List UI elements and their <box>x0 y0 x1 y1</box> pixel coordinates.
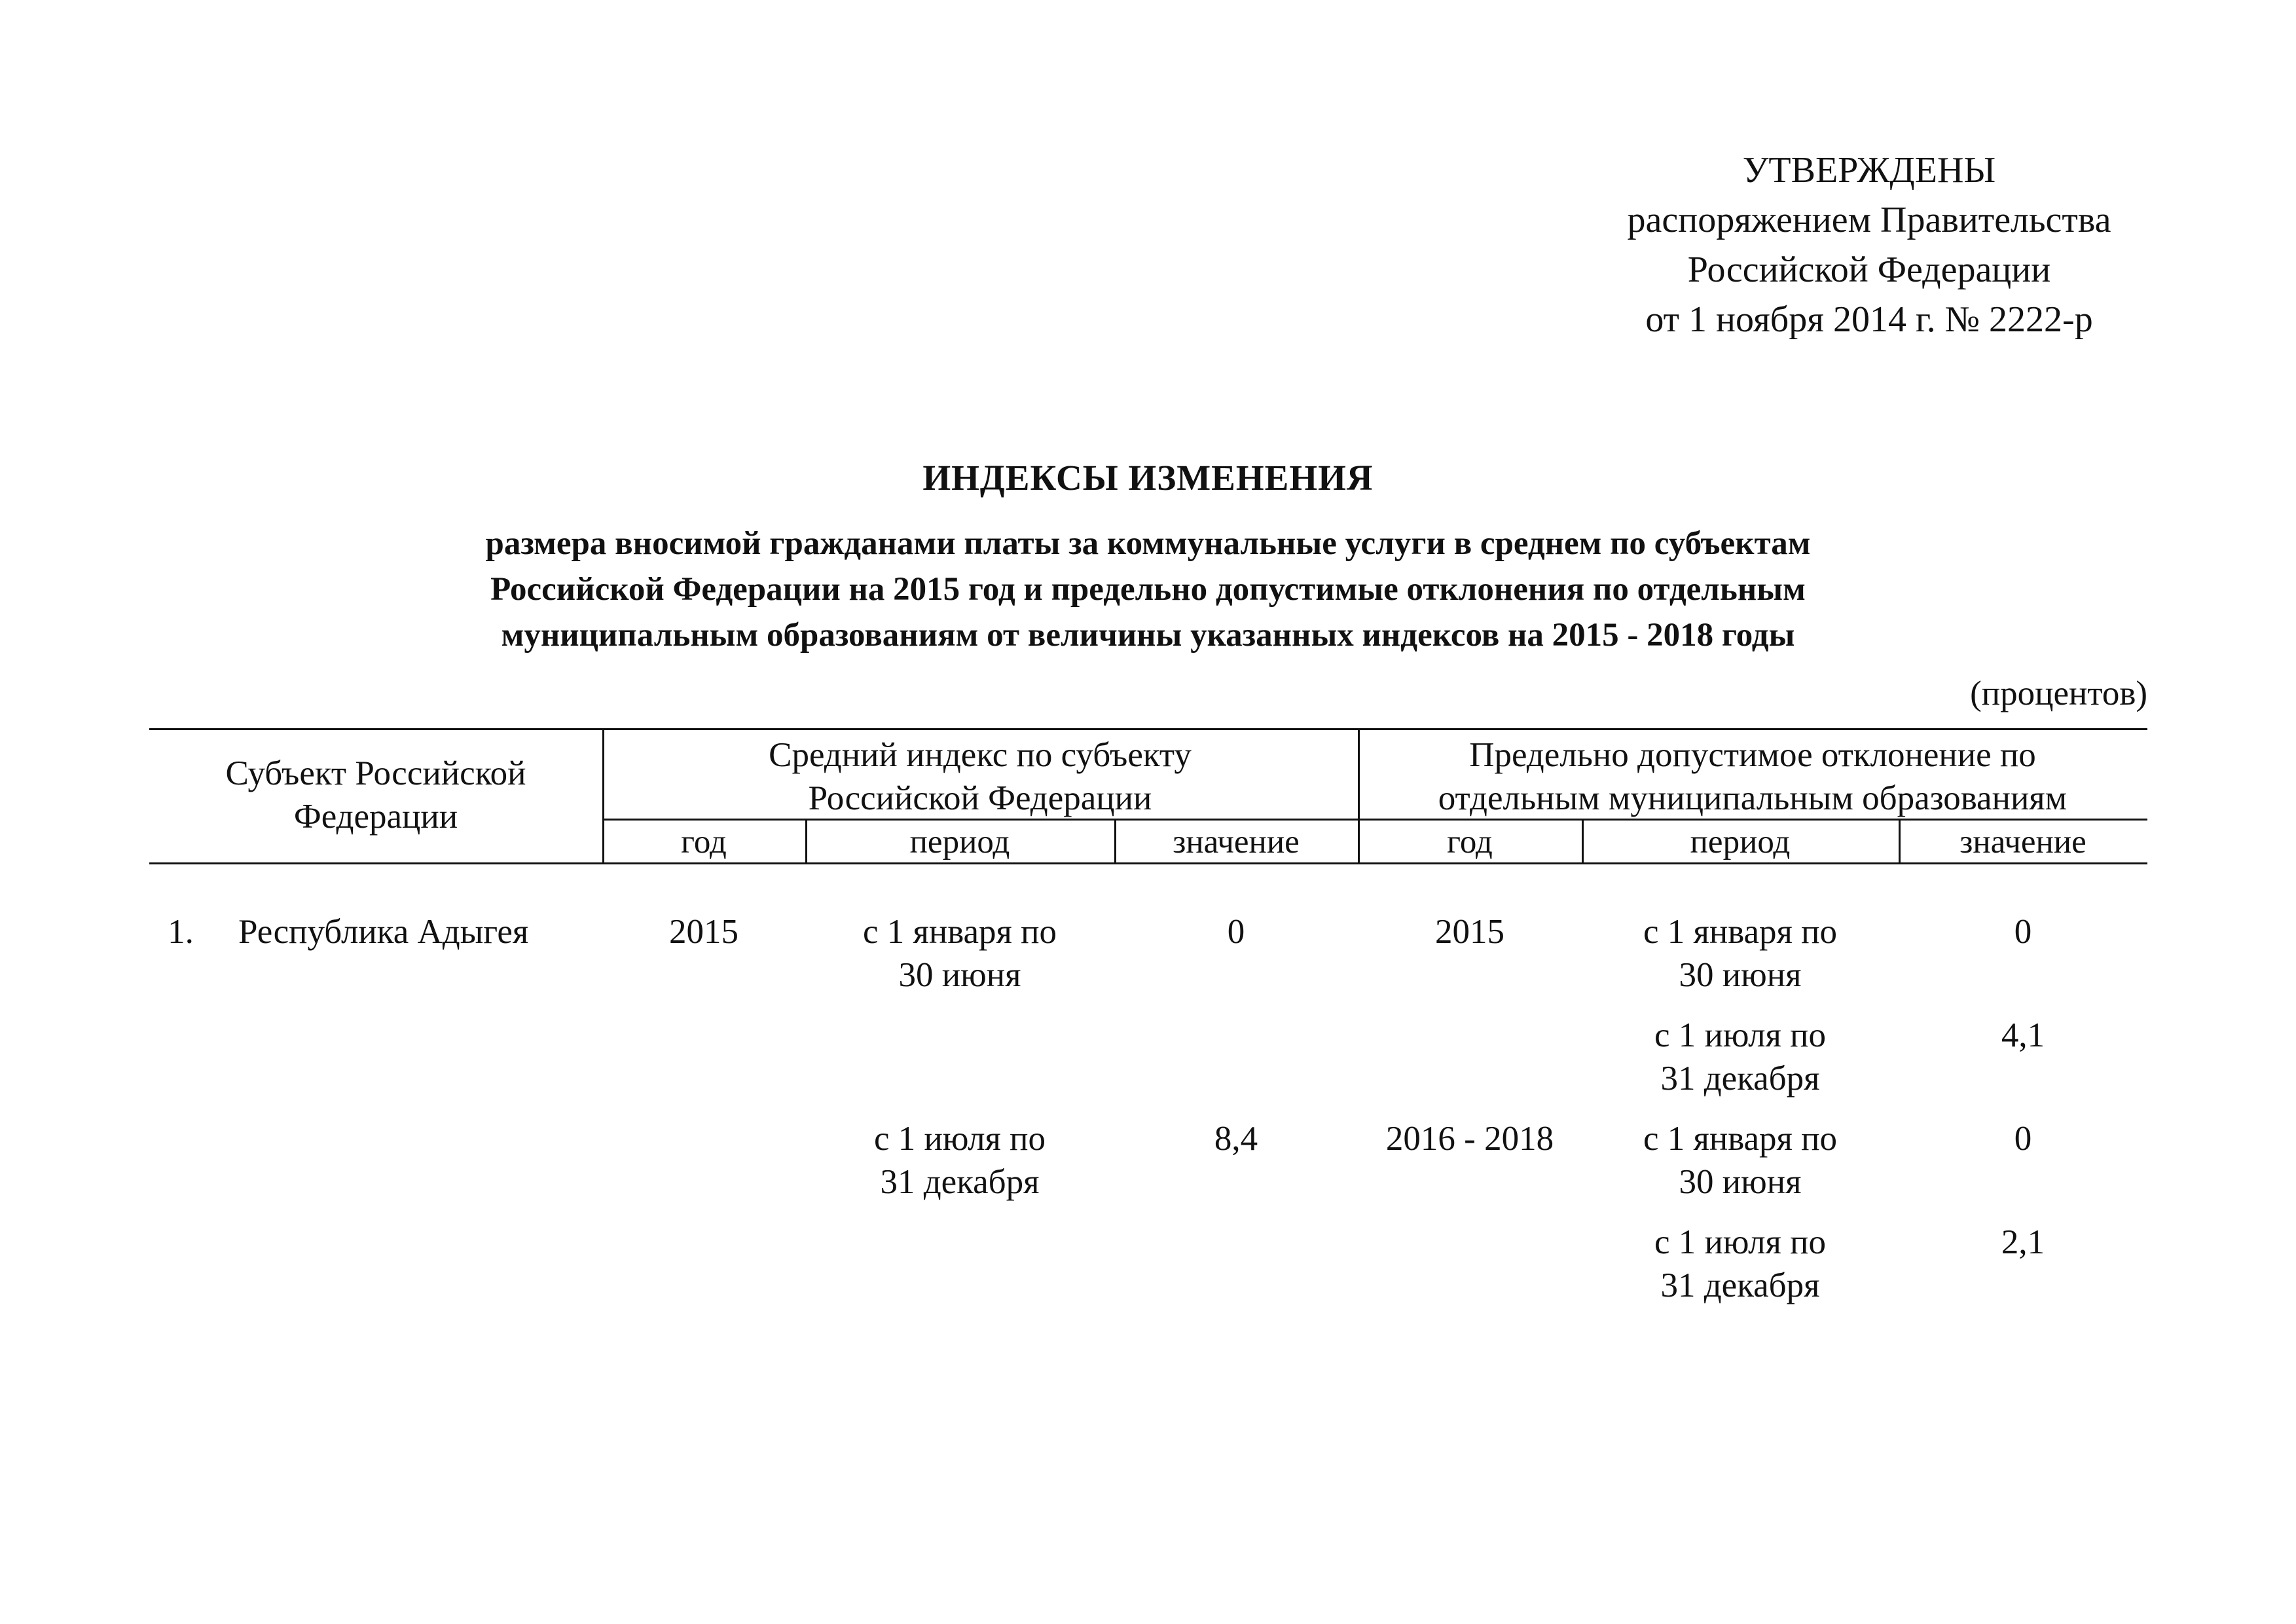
header-deviation <box>1358 733 2147 820</box>
period-line: с 1 июля по <box>873 1120 1046 1158</box>
header-deviation-line: отдельным муниципальным образованиям <box>1438 779 2068 817</box>
approval-block <box>1519 145 2219 344</box>
table-header-bottom-rule <box>149 862 2147 864</box>
approval-date-number: от 1 ноября 2014 г. № 2222-р <box>1645 299 2093 340</box>
period-line: с 1 января по <box>862 913 1057 951</box>
header-average-index <box>602 733 1358 820</box>
document-subtitle <box>0 521 2296 658</box>
subheader-year: год <box>681 824 727 860</box>
dev-value: 2,1 <box>2001 1223 2045 1261</box>
period-line: с 1 января по <box>1643 913 1838 951</box>
dev-value: 4,1 <box>2001 1016 2045 1054</box>
avg-value: 8,4 <box>1214 1120 1258 1158</box>
period-line: 30 июня <box>898 956 1021 994</box>
header-deviation-line: Предельно допустимое отклонение по <box>1469 736 2036 774</box>
header-subject <box>149 752 602 838</box>
subheader-period: период <box>1690 824 1791 860</box>
period-line: 30 июня <box>1679 1163 1802 1201</box>
dev-year: 2016 - 2018 <box>1385 1120 1554 1158</box>
period-line: с 1 июля по <box>1654 1016 1827 1054</box>
approval-line: распоряжением Правительства <box>1627 200 2111 240</box>
document-title: ИНДЕКСЫ ИЗМЕНЕНИЯ <box>922 458 1374 498</box>
period-line: 31 декабря <box>1660 1060 1820 1098</box>
units-label: (процентов) <box>1970 674 2147 712</box>
avg-period <box>805 1117 1114 1204</box>
period-line: с 1 января по <box>1643 1120 1838 1158</box>
row-number: 1. <box>168 913 194 951</box>
avg-year: 2015 <box>669 913 738 951</box>
dev-period <box>1582 910 1899 997</box>
header-subject-line: Субъект Российской <box>225 754 526 792</box>
period-line: с 1 июля по <box>1654 1223 1827 1261</box>
header-average-line: Средний индекс по субъекту <box>769 736 1192 774</box>
period-line: 30 июня <box>1679 956 1802 994</box>
dev-value: 0 <box>2014 913 2032 951</box>
header-subject-line: Федерации <box>293 798 458 836</box>
subtitle-line: Российской Федерации на 2015 год и предельно допустимые отклонения по отдельным <box>490 571 1806 608</box>
subheader-year: год <box>1447 824 1493 860</box>
subtitle-line: муниципальным образованиям от величины указанных индексов на 2015 - 2018 годы <box>501 617 1795 654</box>
table-top-rule <box>149 728 2147 730</box>
approval-heading: УТВЕРЖДЕНЫ <box>1742 150 1996 191</box>
approval-line: Российской Федерации <box>1687 249 2051 290</box>
dev-period <box>1582 1014 1899 1100</box>
subheader-period: период <box>909 824 1010 860</box>
subtitle-line: размера вносимой гражданами платы за коммунальные услуги в среднем по субъектам <box>485 525 1811 562</box>
header-average-line: Российской Федерации <box>808 779 1152 817</box>
dev-period <box>1582 1117 1899 1204</box>
subheader-value: значение <box>1173 824 1300 860</box>
subheader-value: значение <box>1959 824 2086 860</box>
dev-year: 2015 <box>1435 913 1504 951</box>
dev-period <box>1582 1221 1899 1307</box>
avg-period <box>805 910 1114 997</box>
row-subject: Республика Адыгея <box>238 913 529 951</box>
avg-value: 0 <box>1227 913 1245 951</box>
period-line: 31 декабря <box>880 1163 1040 1201</box>
period-line: 31 декабря <box>1660 1266 1820 1304</box>
dev-value: 0 <box>2014 1120 2032 1158</box>
